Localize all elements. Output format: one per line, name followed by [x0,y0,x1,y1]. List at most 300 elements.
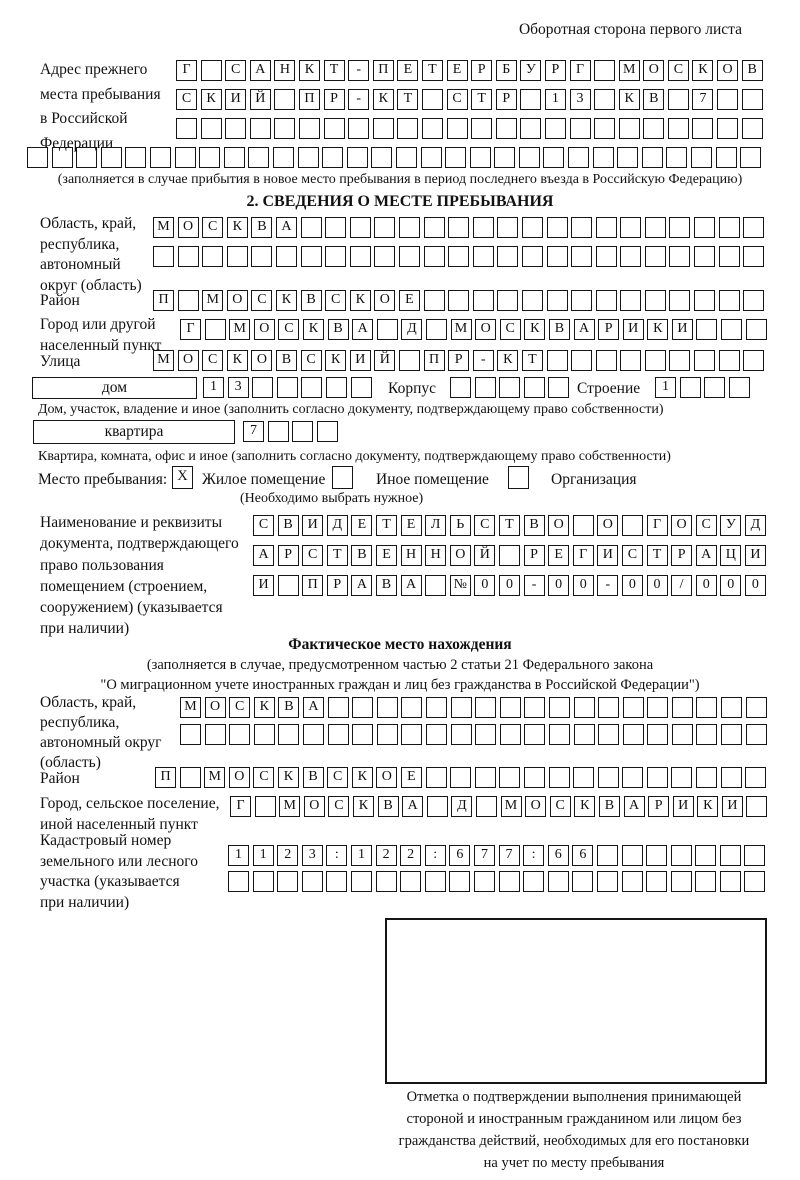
char-box: Й [250,89,271,110]
char-box [76,147,97,168]
char-box [350,217,371,238]
char-box: О [525,796,546,817]
char-box [744,871,765,892]
char-box [229,724,250,745]
char-box: А [303,697,324,718]
char-box: В [303,767,324,788]
kadastr-row-1 [228,845,769,866]
char-box: 1 [253,845,274,866]
mesto-note: (Необходимо выбрать нужное) [240,491,424,506]
stroenie-label: Строение [577,380,641,397]
char-box: Д [401,319,422,340]
char-box [721,697,742,718]
char-box [571,290,592,311]
char-box: С [301,350,322,371]
char-box [720,871,741,892]
char-box: Е [376,545,397,566]
char-box: В [742,60,763,81]
prev-address-note: (заполняется в случае прибытия в новое место пребывания в период последнего въезда в Российскую Федерацию) [57,172,743,187]
char-box [746,319,767,340]
option-inoe-label: Иное помещение [376,471,489,488]
char-box [396,147,417,168]
char-box: А [574,319,595,340]
char-box [620,217,641,238]
char-box [425,575,446,596]
char-box [201,118,222,139]
stamp-caption-line: Отметка о подтверждении выполнения принимающей [406,1089,742,1105]
char-box [224,147,245,168]
char-box: О [178,217,199,238]
char-box [596,290,617,311]
char-box [645,290,666,311]
char-box [568,147,589,168]
char-box [742,89,763,110]
char-box [427,796,448,817]
char-box: О [548,515,569,536]
char-box: 6 [548,845,569,866]
char-box [645,246,666,267]
char-box [175,147,196,168]
char-box [499,545,520,566]
char-box: И [225,89,246,110]
char-box [448,290,469,311]
char-box: А [402,796,423,817]
char-box [225,118,246,139]
char-box [744,845,765,866]
char-box [426,319,447,340]
char-box: Р [496,89,517,110]
prev-address-label-line: в Российской [40,110,128,127]
fact-note-line-2: "О миграционном учете иностранных граждан и лиц без гражданства в Российской Федерации") [100,677,700,693]
char-box [328,724,349,745]
kvartira-note: Квартира, комната, офис и иное (заполнить согласно документу, подтверждающему право собственности) [38,449,671,464]
char-box [253,871,274,892]
char-box: О [178,350,199,371]
char-box [596,246,617,267]
char-box [645,217,666,238]
char-box [473,217,494,238]
char-box [721,319,742,340]
char-box: Г [180,319,201,340]
char-box [746,697,767,718]
char-box: К [276,290,297,311]
char-box [377,724,398,745]
char-box [351,377,372,398]
char-box [176,118,197,139]
char-box [497,246,518,267]
char-box [594,118,615,139]
char-box: Т [499,515,520,536]
char-box [377,697,398,718]
char-box: С [328,796,349,817]
char-box [743,350,764,371]
char-box: В [376,575,397,596]
char-box: № [450,575,471,596]
char-box: 0 [474,575,495,596]
char-box: О [717,60,738,81]
char-box [421,147,442,168]
char-box: С [696,515,717,536]
char-box: В [599,796,620,817]
char-box [524,724,545,745]
char-box: М [229,319,250,340]
gorod2-label-line: Город, сельское поселение, [40,795,220,812]
char-box: М [279,796,300,817]
char-box: Т [324,60,345,81]
char-box: 2 [376,845,397,866]
char-box: Н [425,545,446,566]
char-box [426,697,447,718]
char-box [248,147,269,168]
char-box [721,724,742,745]
char-box: О [304,796,325,817]
char-box [717,89,738,110]
char-box: 2 [400,845,421,866]
char-box [671,767,692,788]
char-box [199,147,220,168]
char-box: Р [648,796,669,817]
char-box: - [348,89,369,110]
char-box: Р [545,60,566,81]
prev-address-row-4 [27,147,765,168]
char-box [721,767,742,788]
char-box: : [326,845,347,866]
char-box: Е [447,60,468,81]
char-box: К [350,290,371,311]
char-box [520,89,541,110]
char-box [645,350,666,371]
char-box: - [473,350,494,371]
oblast1-label-line: округ (область) [40,276,142,294]
char-box [424,290,445,311]
stamp-box [385,918,767,1084]
char-box [52,147,73,168]
option-organizaciya-label: Организация [551,471,637,488]
char-box: К [619,89,640,110]
char-box: О [597,515,618,536]
char-box [519,147,540,168]
char-box: Т [647,545,668,566]
char-box: К [227,217,248,238]
char-box [573,767,594,788]
char-box [593,147,614,168]
char-box [255,796,276,817]
char-box [729,377,750,398]
char-box: М [180,697,201,718]
char-box [598,697,619,718]
char-box: В [524,515,545,536]
kadastr-label-line: Кадастровый номер [40,832,172,849]
gorod1-row [180,319,770,340]
char-box: И [597,545,618,566]
char-box: Г [176,60,197,81]
char-box [273,147,294,168]
char-box [545,118,566,139]
char-box [448,246,469,267]
char-box [500,697,521,718]
char-box: 1 [228,845,249,866]
char-box: 7 [499,845,520,866]
char-box [622,845,643,866]
char-box [620,290,641,311]
char-box [717,118,738,139]
char-box [672,724,693,745]
char-box: О [227,290,248,311]
char-box [743,217,764,238]
char-box: М [153,350,174,371]
char-box: В [378,796,399,817]
char-box [716,147,737,168]
char-box: В [301,290,322,311]
char-box [424,217,445,238]
dom-widebox: дом [32,377,197,399]
char-box [227,246,248,267]
char-box [494,147,515,168]
char-box [499,377,520,398]
char-box: 0 [745,575,766,596]
char-box [571,217,592,238]
char-box: С [302,545,323,566]
raion2-label: Район [40,770,80,787]
char-box [298,147,319,168]
char-box: О [643,60,664,81]
stamp-caption-line: на учет по месту пребывания [483,1155,665,1171]
char-box [694,217,715,238]
prev-address-label-line: Федерации [40,134,114,152]
char-box: 7 [692,89,713,110]
char-box [178,246,199,267]
char-box: 0 [548,575,569,596]
char-box: И [745,545,766,566]
oblast1-row-2 [153,246,768,267]
char-box [694,350,715,371]
char-box [646,845,667,866]
char-box: С [253,767,274,788]
prev-address-label [40,58,161,156]
char-box: 1 [203,377,224,398]
char-box [274,118,295,139]
char-box [719,290,740,311]
oblast1-label-line: республика, [40,235,120,253]
char-box [598,724,619,745]
gorod2-label-line: иной населенный пункт [40,816,198,833]
prev-address-label-line: Адрес прежнего [40,61,148,78]
char-box [445,147,466,168]
char-box: К [524,319,545,340]
fact-title: Фактическое место нахождения [288,636,512,653]
char-box: С [622,545,643,566]
char-box [597,845,618,866]
oblast1-label-line: Область, край, [40,215,137,232]
char-box [549,724,570,745]
char-box: : [523,845,544,866]
oblast2-label-line: автономный округ [40,734,162,751]
char-box [743,290,764,311]
stamp-caption [369,1086,779,1174]
char-box: С [474,515,495,536]
char-box [292,421,313,442]
char-box: Ц [720,545,741,566]
char-box [451,724,472,745]
char-box: Р [278,545,299,566]
char-box [549,767,570,788]
char-box [254,724,275,745]
char-box [326,377,347,398]
char-box [547,290,568,311]
char-box: 2 [277,845,298,866]
char-box: О [205,697,226,718]
char-box [180,767,201,788]
doc-row-2 [253,545,769,566]
char-box [740,147,761,168]
char-box [691,147,712,168]
char-box [696,697,717,718]
char-box [301,246,322,267]
char-box: П [424,350,445,371]
char-box [475,724,496,745]
doc-label [40,512,239,640]
korpus-label: Корпус [388,380,436,397]
char-box [317,421,338,442]
char-box [620,350,641,371]
char-box: И [623,319,644,340]
char-box: Р [671,545,692,566]
char-box [401,697,422,718]
char-box [719,350,740,371]
prev-address-row-1 [176,60,766,81]
char-box: Е [401,515,422,536]
raion1-row [153,290,768,311]
stamp-caption-line: гражданства действий, необходимых для его постановки [398,1133,750,1149]
char-box: М [204,767,225,788]
char-box: М [619,60,640,81]
doc-label-line: право пользования [40,556,164,574]
char-box: В [251,217,272,238]
char-box: К [497,350,518,371]
char-box: 1 [655,377,676,398]
char-box [620,246,641,267]
char-box [475,767,496,788]
char-box: 7 [474,845,495,866]
prev-address-row-3 [176,118,766,139]
kadastr-label-line: при наличии) [40,893,130,911]
char-box: И [253,575,274,596]
char-box: В [328,319,349,340]
char-box: С [325,290,346,311]
char-box: О [374,290,395,311]
char-box: О [251,350,272,371]
char-box [399,217,420,238]
char-box: О [376,767,397,788]
char-box: 3 [570,89,591,110]
char-box: Г [570,60,591,81]
char-box [371,147,392,168]
gorod1-label [40,315,161,356]
char-box: И [722,796,743,817]
char-box: Г [573,545,594,566]
char-box [594,89,615,110]
char-box [399,350,420,371]
char-box: - [348,60,369,81]
char-box [668,89,689,110]
char-box [745,767,766,788]
char-box [669,217,690,238]
char-box: Р [327,575,348,596]
char-box [351,871,372,892]
char-box [547,217,568,238]
char-box [303,724,324,745]
char-box [499,767,520,788]
char-box: У [520,60,541,81]
kadastr-label-line: земельного или лесного [40,852,198,870]
char-box [668,118,689,139]
prev-address-row-2 [176,89,766,110]
raion1-label: Район [40,292,80,309]
char-box [201,60,222,81]
char-box: В [276,350,297,371]
char-box [669,350,690,371]
char-box [672,697,693,718]
char-box [680,377,701,398]
char-box: К [353,796,374,817]
char-box: П [373,60,394,81]
doc-label-line: сооружением) (указывается [40,599,223,617]
char-box [397,118,418,139]
char-box [150,147,171,168]
char-box: Т [327,545,348,566]
char-box: : [425,845,446,866]
char-box: Т [522,350,543,371]
char-box [422,118,443,139]
char-box: В [549,319,570,340]
char-box: О [450,545,471,566]
doc-label-line: помещением (строением, [40,577,208,595]
char-box: С [176,89,197,110]
char-box: С [229,697,250,718]
char-box [277,377,298,398]
char-box: - [597,575,618,596]
char-box [400,871,421,892]
char-box: 3 [228,377,249,398]
char-box: Д [745,515,766,536]
char-box: М [202,290,223,311]
char-box: К [647,319,668,340]
char-box [473,246,494,267]
char-box [299,118,320,139]
stroenie-row [655,377,753,398]
dom-number-row [203,377,375,398]
char-box: А [624,796,645,817]
char-box [719,246,740,267]
char-box: И [672,319,693,340]
gorod1-label-line: Город или другой [40,316,156,333]
char-box [350,246,371,267]
char-box [571,350,592,371]
char-box [522,290,543,311]
char-box [274,89,295,110]
oblast1-label-line: автономный [40,256,121,273]
char-box [642,147,663,168]
char-box: А [696,545,717,566]
char-box [671,871,692,892]
char-box: И [302,515,323,536]
oblast2-label-line: Область, край, [40,694,137,711]
char-box [666,147,687,168]
char-box: С [225,60,246,81]
char-box [373,118,394,139]
kadastr-row-2 [228,871,769,892]
char-box [573,515,594,536]
